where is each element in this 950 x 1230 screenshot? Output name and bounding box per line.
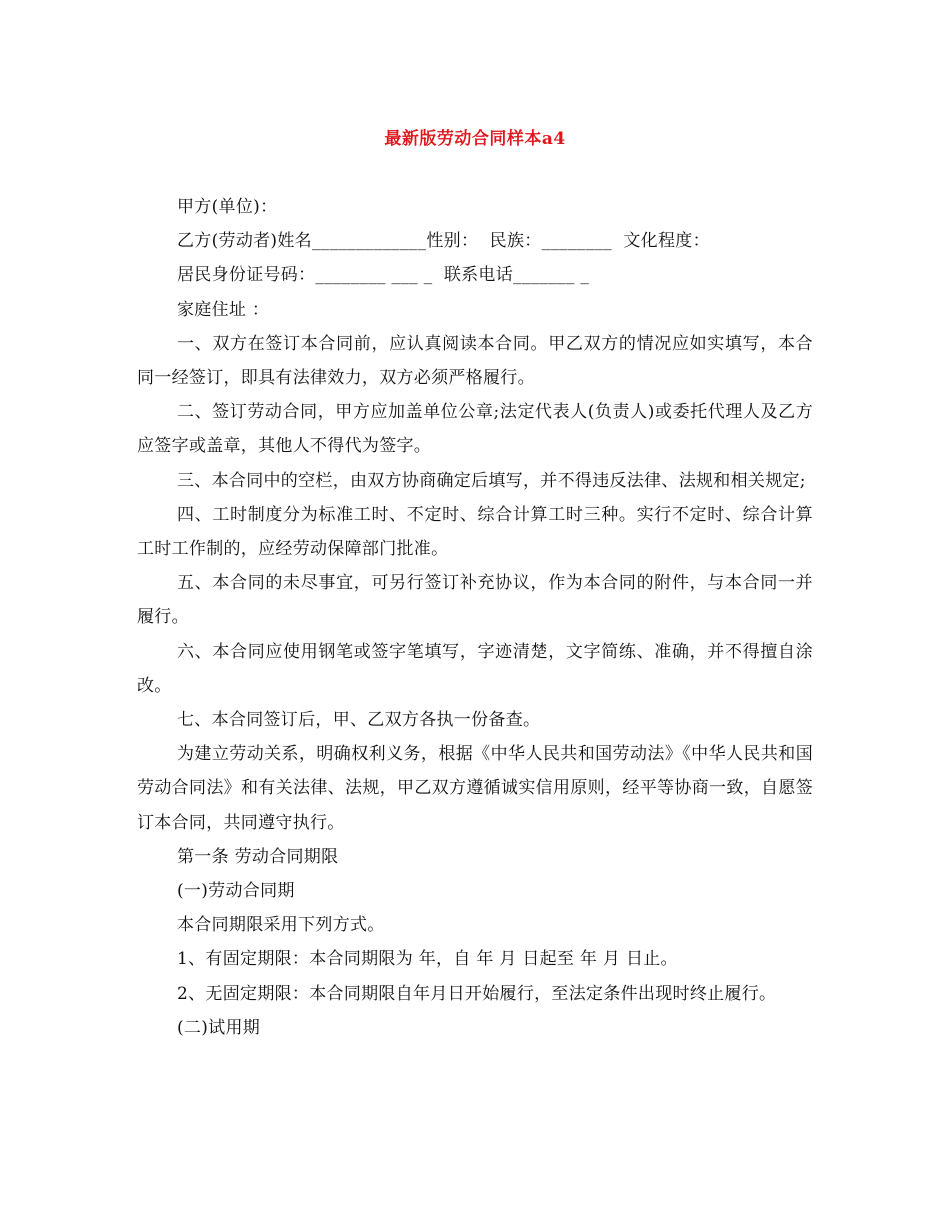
document-paragraph: 六、本合同应使用钢笔或签字笔填写，字迹清楚，文字简练、准确，并不得擅自涂改。 [137, 641, 813, 696]
document-line: (一)劳动合同期 [177, 881, 295, 902]
document-line: 1、有固定期限：本合同期限为 年，自 年 月 日起至 年 月 日止。 [177, 949, 678, 970]
document-line: (二)试用期 [177, 1017, 261, 1038]
document-paragraph: 二、签订劳动合同，甲方应加盖单位公章;法定代表人(负责人)或委托代理人及乙方应签字或盖章，其他人不得代为签字。 [137, 402, 813, 457]
document-line: 本合同期限采用下列方式。 [177, 915, 385, 936]
document-line: 家庭住址 ： [177, 299, 270, 320]
document-title: 最新版劳动合同样本a4 [384, 129, 566, 149]
document-paragraph: 为建立劳动关系，明确权利义务，根据《中华人民共和国劳动法》《中华人民共和国劳动合同法》和有关法律、法规，甲乙双方遵循诚实信用原则，经平等协商一致，自愿签订本合同，共同遵守执行。 [137, 744, 813, 833]
document-paragraph: 一、双方在签订本合同前，应认真阅读本合同。甲乙双方的情况应如实填写，本合同一经签订，即具有法律效力，双方必须严格履行。 [137, 333, 813, 389]
document-paragraph: 七、本合同签订后，甲、乙双方各执一份备查。 [177, 710, 541, 731]
document-line: 甲方(单位)： [177, 197, 278, 217]
document-body [137, 190, 813, 1045]
document-line: 乙方(劳动者)姓名_____________性别： 民族：________ 文化程度： [177, 231, 710, 252]
document-line: 第一条 劳动合同期限 [177, 846, 339, 867]
document-paragraph: 五、本合同的未尽事宜，可另行签订补充协议，作为本合同的附件，与本合同一并履行。 [137, 573, 813, 628]
document-line: 2、无固定期限：本合同期限自年月日开始履行，至法定条件出现时终止履行。 [177, 983, 777, 1004]
document-line: 居民身份证号码：________ ___ _ 联系电话_______ _ [177, 265, 590, 286]
document-paragraph: 四、工时制度分为标准工时、不定时、综合计算工时三种。实行不定时、综合计算工时工作制的，应经劳动保障部门批准。 [137, 504, 813, 560]
document-paragraph: 三、本合同中的空栏，由双方协商确定后填写，并不得违反法律、法规和相关规定; [177, 470, 806, 491]
